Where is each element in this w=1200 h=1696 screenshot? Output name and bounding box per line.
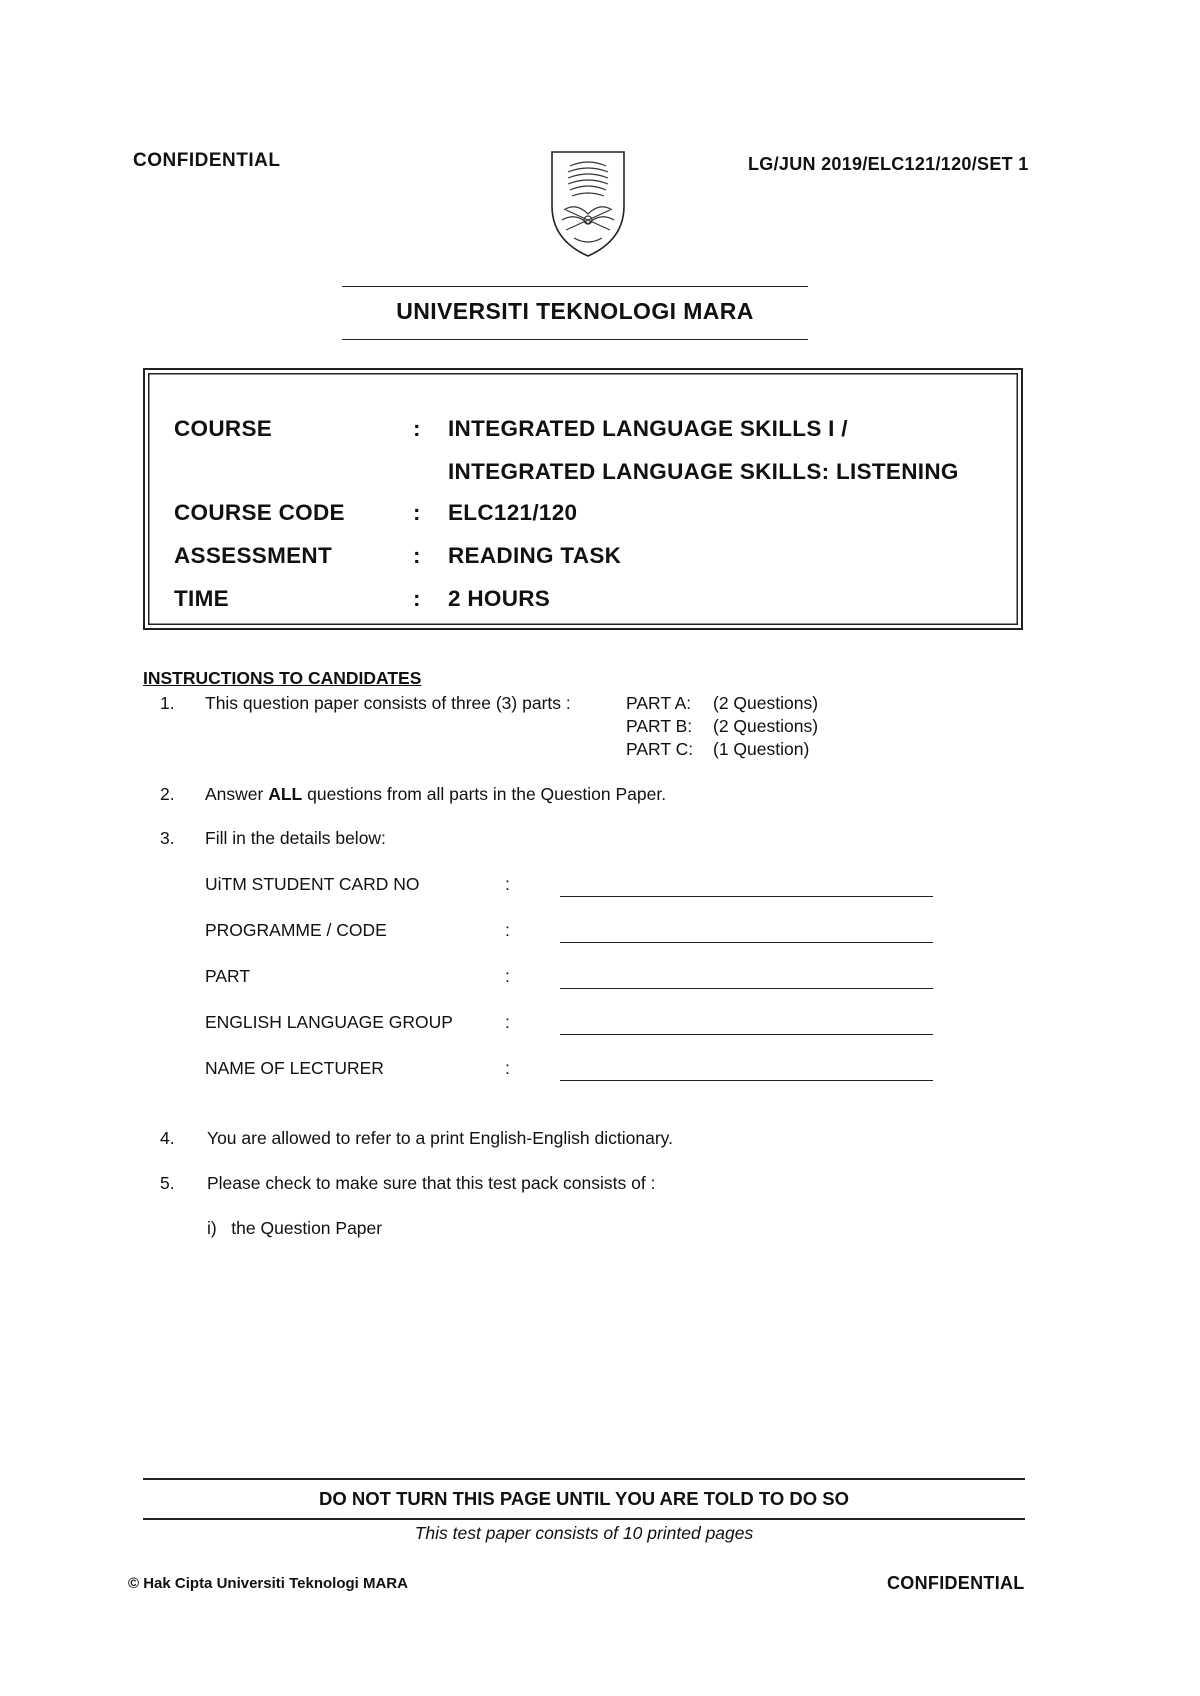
assessment-label: ASSESSMENT (174, 543, 333, 568)
part-b-name: PART B: (626, 716, 693, 736)
assessment-value: READING TASK (448, 543, 622, 568)
programme-code-blank[interactable] (560, 942, 933, 943)
item-5-text: Please check to make sure that this test pack consists of : (207, 1173, 656, 1193)
footer-rule-bottom (143, 1518, 1025, 1520)
field-colon-student-card: : (505, 874, 510, 894)
printed-pages-note: This test paper consists of 10 printed pages (414, 1523, 754, 1543)
field-label-part: PART (205, 966, 251, 986)
course-code-colon: : (413, 500, 421, 525)
field-label-english-group: ENGLISH LANGUAGE GROUP (205, 1012, 453, 1032)
course-colon: : (413, 416, 421, 441)
part-c-detail: (1 Question) (713, 739, 810, 759)
instructions-heading: INSTRUCTIONS TO CANDIDATES (143, 668, 422, 688)
part-c-name: PART C: (626, 739, 694, 759)
item-2-text-bold: ALL (268, 784, 303, 804)
item-1-text: This question paper consists of three (3) parts : (205, 693, 571, 713)
university-name: UNIVERSITI TEKNOLOGI MARA (396, 298, 754, 324)
field-label-programme: PROGRAMME / CODE (205, 920, 387, 940)
field-label-lecturer: NAME OF LECTURER (205, 1058, 384, 1078)
item-1-number: 1. (160, 693, 175, 713)
part-b-detail: (2 Questions) (713, 716, 819, 736)
course-code-value: ELC121/120 (448, 500, 578, 525)
item-2-text-post: questions from all parts in the Question Paper. (302, 784, 667, 804)
item-3-number: 3. (160, 828, 175, 848)
paper-reference-code: LG/JUN 2019/ELC121/120/SET 1 (748, 154, 1029, 174)
student-card-blank[interactable] (560, 896, 933, 897)
english-group-blank[interactable] (560, 1034, 933, 1035)
field-colon-part: : (505, 966, 510, 986)
part-a-detail: (2 Questions) (713, 693, 819, 713)
item-5-sub-item: i) the Question Paper (207, 1218, 383, 1238)
course-label: COURSE (174, 416, 273, 441)
uitm-crest-icon (546, 148, 630, 260)
part-blank[interactable] (560, 988, 933, 989)
assessment-colon: : (413, 543, 421, 568)
field-colon-lecturer: : (505, 1058, 510, 1078)
course-value-line1: INTEGRATED LANGUAGE SKILLS I / (448, 416, 848, 441)
course-details-box (143, 368, 1023, 630)
course-code-label: COURSE CODE (174, 500, 345, 525)
field-colon-english-group: : (505, 1012, 510, 1032)
footer-confidential: CONFIDENTIAL (887, 1573, 1025, 1593)
time-colon: : (413, 586, 421, 611)
item-4-number: 4. (160, 1128, 175, 1148)
course-value-line2: INTEGRATED LANGUAGE SKILLS: LISTENING (448, 459, 959, 484)
title-rule-top (342, 286, 808, 287)
item-2-number: 2. (160, 784, 175, 804)
lecturer-name-blank[interactable] (560, 1080, 933, 1081)
item-2-text-pre: Answer (205, 784, 269, 804)
item-3-text: Fill in the details below: (205, 828, 386, 848)
copyright-notice: © Hak Cipta Universiti Teknologi MARA (128, 1575, 408, 1592)
footer-rule-top (143, 1478, 1025, 1480)
item-2-text (205, 784, 666, 805)
part-a-name: PART A: (626, 693, 692, 713)
field-colon-programme: : (505, 920, 510, 940)
field-label-student-card: UiTM STUDENT CARD NO (205, 874, 420, 894)
time-value: 2 HOURS (448, 586, 551, 611)
item-4-text: You are allowed to refer to a print English-English dictionary. (207, 1128, 673, 1148)
header-confidential: CONFIDENTIAL (133, 150, 281, 171)
do-not-turn-warning: DO NOT TURN THIS PAGE UNTIL YOU ARE TOLD TO DO SO (318, 1488, 850, 1509)
time-label: TIME (174, 586, 229, 611)
title-rule-bottom (342, 339, 808, 340)
item-5-number: 5. (160, 1173, 175, 1193)
